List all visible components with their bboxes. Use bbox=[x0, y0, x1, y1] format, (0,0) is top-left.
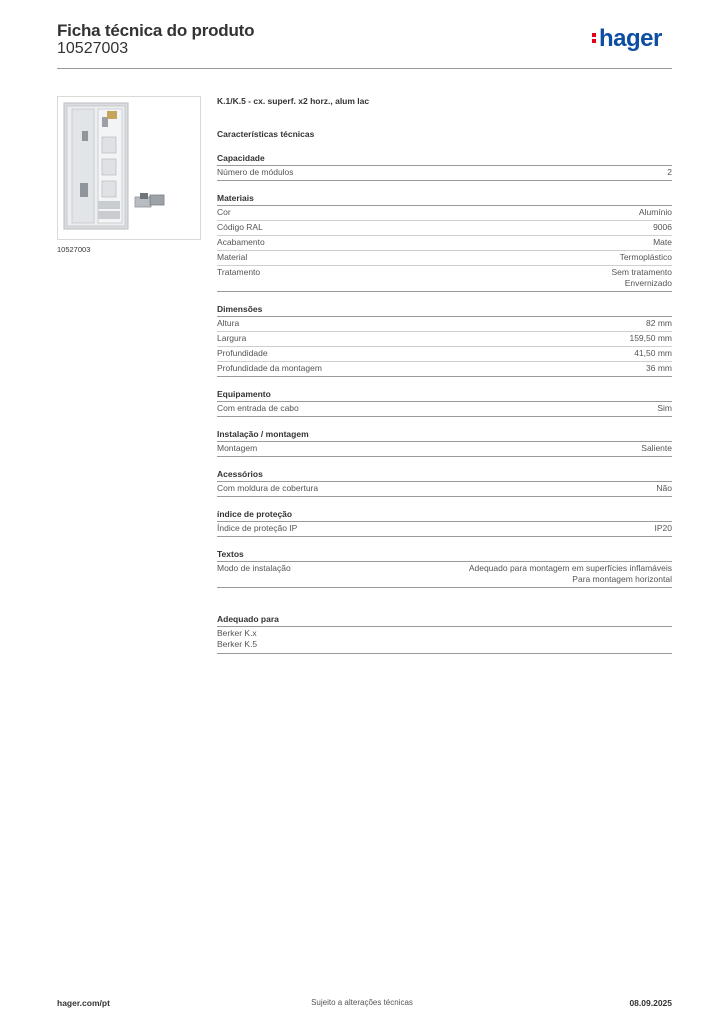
product-code: 10527003 bbox=[57, 40, 129, 57]
footer-date: 08.09.2025 bbox=[629, 998, 672, 1008]
spec-row bbox=[217, 562, 672, 588]
spec-value bbox=[629, 333, 672, 344]
spec-value-line: 41,50 mm bbox=[634, 348, 672, 358]
spec-value-line: 9006 bbox=[653, 222, 672, 232]
spec-key: Profundidade da montagem bbox=[217, 363, 322, 373]
spec-row bbox=[217, 221, 672, 236]
spec-section bbox=[217, 389, 672, 417]
spec-key: Com moldura de cobertura bbox=[217, 483, 319, 493]
spec-value-line: Sem tratamento bbox=[611, 267, 672, 277]
image-caption: 10527003 bbox=[57, 245, 91, 254]
product-name: K.1/K.5 - cx. superf. x2 horz., alum lac bbox=[217, 96, 370, 106]
spec-value-line: 159,50 mm bbox=[629, 333, 672, 343]
section-title: Acessórios bbox=[217, 469, 672, 482]
spec-key: Altura bbox=[217, 318, 240, 328]
spec-key: Profundidade bbox=[217, 348, 268, 358]
spec-value-line: 82 mm bbox=[646, 318, 672, 328]
spec-value bbox=[646, 318, 672, 329]
spec-value-line: Adequado para montagem em superfícies inflamáveis bbox=[468, 563, 672, 573]
spec-value bbox=[653, 222, 672, 233]
spec-value bbox=[655, 523, 673, 534]
spec-value bbox=[667, 167, 672, 178]
spec-section bbox=[217, 429, 672, 457]
suitable-item: Berker K.5 bbox=[217, 639, 258, 649]
spec-key: Acabamento bbox=[217, 237, 265, 247]
spec-value bbox=[653, 237, 672, 248]
spec-value-line: Mate bbox=[653, 237, 672, 247]
spec-value bbox=[634, 348, 672, 359]
spec-section bbox=[217, 304, 672, 377]
spec-row bbox=[217, 522, 672, 537]
suitable-title: Adequado para bbox=[217, 614, 672, 627]
suitable-list bbox=[217, 627, 672, 654]
spec-section bbox=[217, 549, 672, 588]
spec-value bbox=[612, 267, 672, 289]
spec-section bbox=[217, 153, 672, 181]
section-title: Instalação / montagem bbox=[217, 429, 672, 442]
spec-key: Tratamento bbox=[217, 267, 261, 277]
spec-value-line: Envernizado bbox=[624, 278, 672, 288]
spec-row bbox=[217, 362, 672, 377]
spec-row bbox=[217, 347, 672, 362]
spec-value-line: Saliente bbox=[641, 443, 672, 453]
spec-row bbox=[217, 482, 672, 497]
spec-value-line: 36 mm bbox=[646, 363, 672, 373]
spec-key: Largura bbox=[217, 333, 247, 343]
section-title: índice de proteção bbox=[217, 509, 672, 522]
spec-value-line: Alumínio bbox=[638, 207, 672, 217]
spec-value-line: Não bbox=[656, 483, 672, 493]
section-title: Dimensões bbox=[217, 304, 672, 317]
spec-sections bbox=[217, 153, 672, 588]
spec-key: Material bbox=[217, 252, 248, 262]
spec-row bbox=[217, 442, 672, 457]
spec-value bbox=[469, 563, 672, 585]
spec-value bbox=[639, 207, 672, 218]
section-title: Capacidade bbox=[217, 153, 672, 166]
footer-url[interactable]: hager.com/pt bbox=[57, 998, 110, 1008]
spec-value-line: Sim bbox=[657, 403, 672, 413]
spec-row bbox=[217, 317, 672, 332]
spec-key: Código RAL bbox=[217, 222, 263, 232]
spec-section bbox=[217, 469, 672, 497]
spec-section bbox=[217, 193, 672, 292]
spec-key: Com entrada de cabo bbox=[217, 403, 299, 413]
spec-key: Montagem bbox=[217, 443, 258, 453]
spec-value bbox=[646, 363, 672, 374]
section-title: Equipamento bbox=[217, 389, 672, 402]
section-title: Materiais bbox=[217, 193, 672, 206]
spec-key: Número de módulos bbox=[217, 167, 294, 177]
spec-value bbox=[641, 443, 672, 454]
spec-row bbox=[217, 236, 672, 251]
spec-value-line: 2 bbox=[667, 167, 672, 177]
product-details bbox=[217, 96, 672, 654]
header-divider bbox=[57, 68, 672, 69]
spec-value-line: Para montagem horizontal bbox=[572, 574, 672, 584]
spec-row bbox=[217, 251, 672, 266]
page-title: Ficha técnica do produto bbox=[57, 21, 255, 40]
spec-key: Modo de instalação bbox=[217, 563, 291, 573]
spec-row bbox=[217, 402, 672, 417]
spec-key: Cor bbox=[217, 207, 231, 217]
spec-row bbox=[217, 166, 672, 181]
suitable-item: Berker K.x bbox=[217, 628, 257, 638]
suitable-for-section bbox=[217, 614, 672, 654]
spec-value-line: IP20 bbox=[654, 523, 672, 533]
spec-value bbox=[656, 483, 672, 494]
enclosure-box-icon bbox=[58, 97, 200, 239]
spec-value bbox=[657, 403, 672, 414]
spec-section bbox=[217, 509, 672, 537]
spec-row bbox=[217, 332, 672, 347]
footer-note: Sujeito a alterações técnicas bbox=[311, 998, 413, 1007]
hager-logo bbox=[592, 27, 662, 51]
spec-row bbox=[217, 206, 672, 221]
spec-value bbox=[620, 252, 672, 263]
spec-value-line: Termoplástico bbox=[619, 252, 672, 262]
spec-row bbox=[217, 266, 672, 292]
section-title: Textos bbox=[217, 549, 672, 562]
logo-text: hager bbox=[599, 25, 662, 52]
product-image bbox=[57, 96, 201, 240]
spec-key: Índice de proteção IP bbox=[217, 523, 298, 533]
characteristics-title: Características técnicas bbox=[217, 129, 315, 139]
logo-dots-icon bbox=[592, 31, 597, 45]
